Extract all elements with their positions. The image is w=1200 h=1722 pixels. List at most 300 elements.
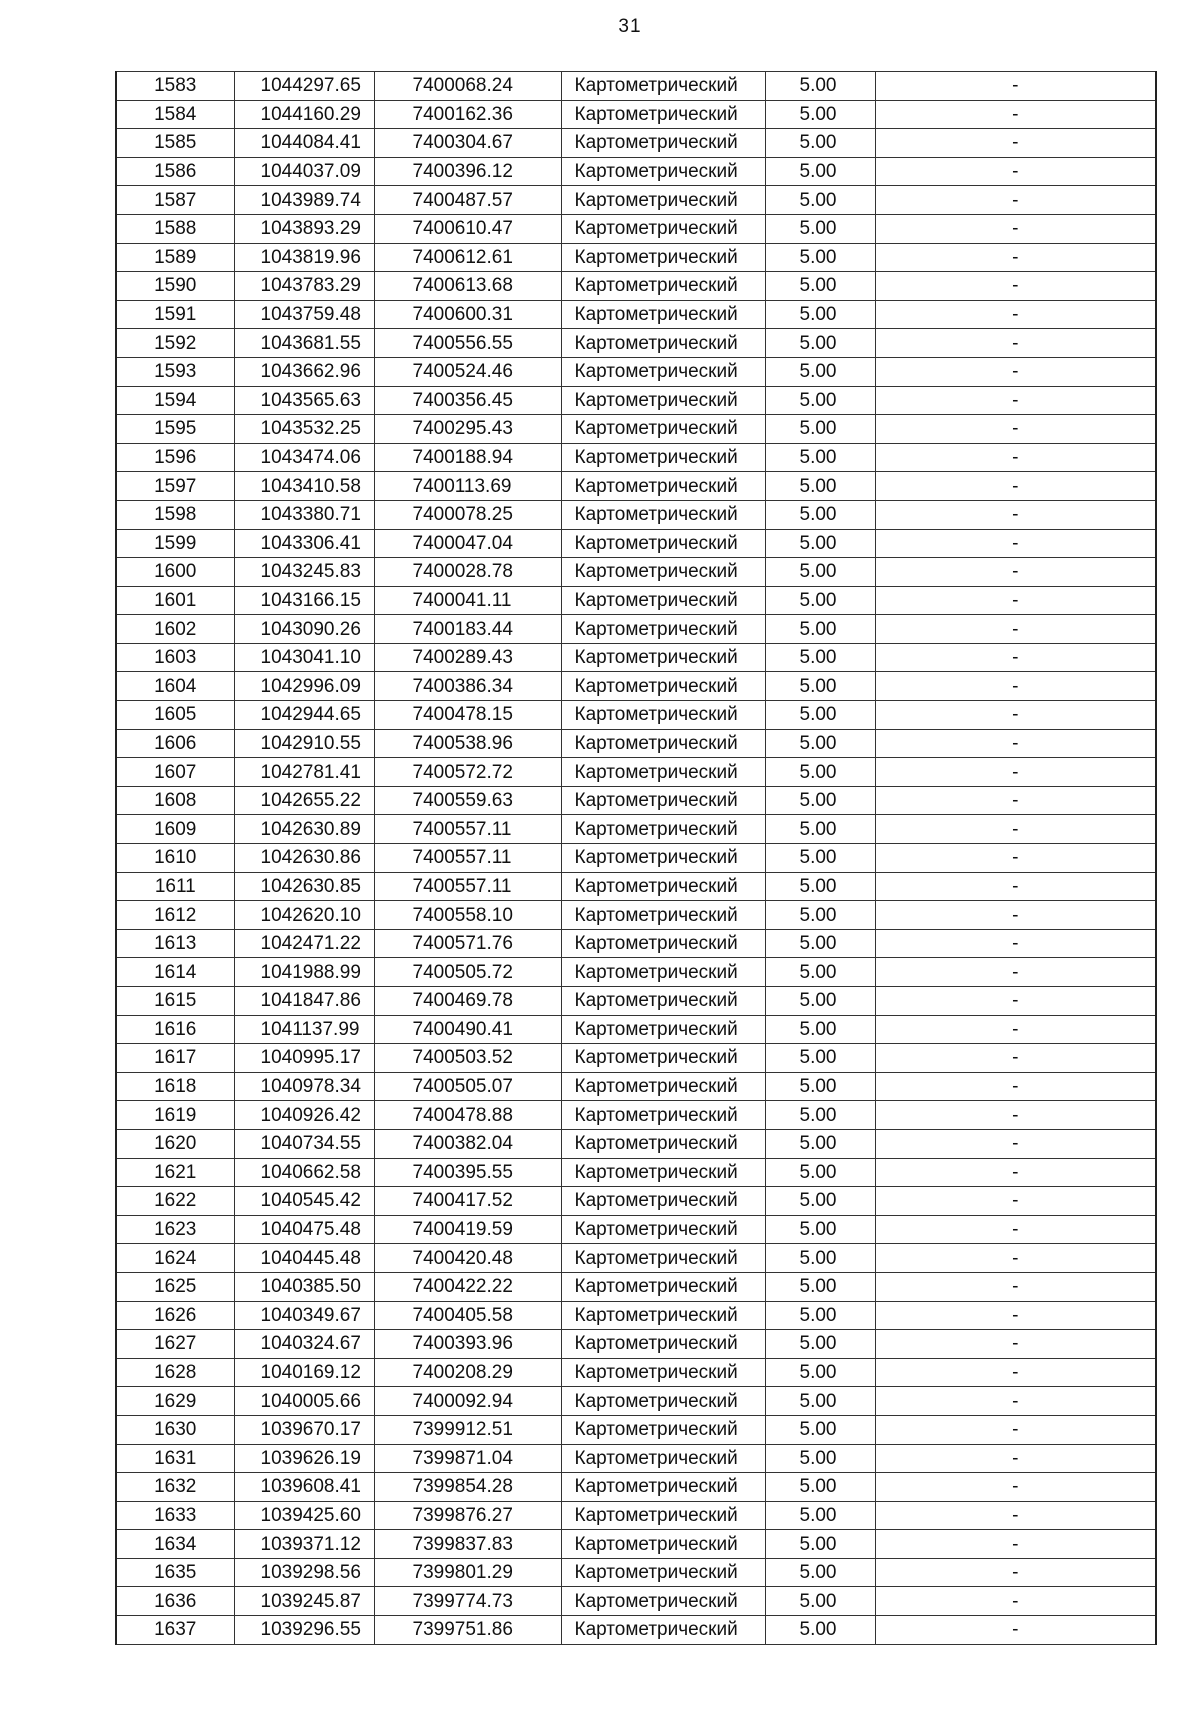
x-coordinate-cell: 1042996.09 <box>234 672 374 701</box>
precision-cell: 5.00 <box>765 1616 875 1645</box>
table-row <box>116 1587 1156 1616</box>
precision-cell: 5.00 <box>765 415 875 444</box>
method-cell: Картометрический <box>561 929 765 958</box>
x-coordinate-cell: 1039670.17 <box>234 1415 374 1444</box>
precision-cell: 5.00 <box>765 272 875 301</box>
x-coordinate-cell: 1043662.96 <box>234 357 374 386</box>
table-row <box>116 1415 1156 1444</box>
method-cell: Картометрический <box>561 1530 765 1559</box>
description-cell: - <box>875 186 1156 215</box>
x-coordinate-cell: 1041137.99 <box>234 1015 374 1044</box>
x-coordinate-cell: 1039298.56 <box>234 1558 374 1587</box>
x-coordinate-cell: 1039296.55 <box>234 1616 374 1645</box>
x-coordinate-cell: 1040169.12 <box>234 1358 374 1387</box>
x-coordinate-cell: 1040005.66 <box>234 1387 374 1416</box>
point-number-cell: 1631 <box>116 1444 234 1473</box>
method-cell: Картометрический <box>561 1358 765 1387</box>
y-coordinate-cell: 7399876.27 <box>374 1501 561 1530</box>
table-row <box>116 415 1156 444</box>
description-cell: - <box>875 472 1156 501</box>
y-coordinate-cell: 7400208.29 <box>374 1358 561 1387</box>
point-number-cell: 1609 <box>116 815 234 844</box>
x-coordinate-cell: 1043893.29 <box>234 214 374 243</box>
y-coordinate-cell: 7400557.11 <box>374 872 561 901</box>
precision-cell: 5.00 <box>765 615 875 644</box>
point-number-cell: 1604 <box>116 672 234 701</box>
precision-cell: 5.00 <box>765 72 875 101</box>
point-number-cell: 1597 <box>116 472 234 501</box>
y-coordinate-cell: 7400162.36 <box>374 100 561 129</box>
description-cell: - <box>875 558 1156 587</box>
x-coordinate-cell: 1040926.42 <box>234 1101 374 1130</box>
table-row <box>116 1330 1156 1359</box>
y-coordinate-cell: 7400419.59 <box>374 1215 561 1244</box>
method-cell: Картометрический <box>561 1015 765 1044</box>
method-cell: Картометрический <box>561 558 765 587</box>
description-cell: - <box>875 1587 1156 1616</box>
description-cell: - <box>875 672 1156 701</box>
point-number-cell: 1620 <box>116 1129 234 1158</box>
precision-cell: 5.00 <box>765 1301 875 1330</box>
x-coordinate-cell: 1042781.41 <box>234 758 374 787</box>
precision-cell: 5.00 <box>765 901 875 930</box>
point-number-cell: 1630 <box>116 1415 234 1444</box>
precision-cell: 5.00 <box>765 729 875 758</box>
x-coordinate-cell: 1043380.71 <box>234 500 374 529</box>
y-coordinate-cell: 7400304.67 <box>374 129 561 158</box>
point-number-cell: 1600 <box>116 558 234 587</box>
method-cell: Картометрический <box>561 1330 765 1359</box>
x-coordinate-cell: 1042944.65 <box>234 701 374 730</box>
table-row <box>116 129 1156 158</box>
precision-cell: 5.00 <box>765 443 875 472</box>
table-row <box>116 929 1156 958</box>
point-number-cell: 1602 <box>116 615 234 644</box>
y-coordinate-cell: 7400188.94 <box>374 443 561 472</box>
method-cell: Картометрический <box>561 1129 765 1158</box>
precision-cell: 5.00 <box>765 643 875 672</box>
y-coordinate-cell: 7399751.86 <box>374 1616 561 1645</box>
point-number-cell: 1591 <box>116 300 234 329</box>
point-number-cell: 1588 <box>116 214 234 243</box>
table-row <box>116 1444 1156 1473</box>
point-number-cell: 1606 <box>116 729 234 758</box>
method-cell: Картометрический <box>561 1301 765 1330</box>
y-coordinate-cell: 7400395.55 <box>374 1158 561 1187</box>
point-number-cell: 1634 <box>116 1530 234 1559</box>
point-number-cell: 1586 <box>116 157 234 186</box>
table-row <box>116 1015 1156 1044</box>
point-number-cell: 1627 <box>116 1330 234 1359</box>
description-cell: - <box>875 701 1156 730</box>
table-row <box>116 1301 1156 1330</box>
precision-cell: 5.00 <box>765 1444 875 1473</box>
description-cell: - <box>875 1358 1156 1387</box>
precision-cell: 5.00 <box>765 472 875 501</box>
point-number-cell: 1628 <box>116 1358 234 1387</box>
description-cell: - <box>875 1415 1156 1444</box>
x-coordinate-cell: 1040734.55 <box>234 1129 374 1158</box>
point-number-cell: 1633 <box>116 1501 234 1530</box>
description-cell: - <box>875 443 1156 472</box>
description-cell: - <box>875 1444 1156 1473</box>
description-cell: - <box>875 72 1156 101</box>
x-coordinate-cell: 1043759.48 <box>234 300 374 329</box>
table-row <box>116 786 1156 815</box>
table-row <box>116 214 1156 243</box>
precision-cell: 5.00 <box>765 1044 875 1073</box>
x-coordinate-cell: 1043681.55 <box>234 329 374 358</box>
x-coordinate-cell: 1039245.87 <box>234 1587 374 1616</box>
point-number-cell: 1623 <box>116 1215 234 1244</box>
table-row <box>116 1530 1156 1559</box>
y-coordinate-cell: 7400068.24 <box>374 72 561 101</box>
point-number-cell: 1592 <box>116 329 234 358</box>
description-cell: - <box>875 1244 1156 1273</box>
x-coordinate-cell: 1043532.25 <box>234 415 374 444</box>
precision-cell: 5.00 <box>765 758 875 787</box>
x-coordinate-cell: 1043166.15 <box>234 586 374 615</box>
y-coordinate-cell: 7400356.45 <box>374 386 561 415</box>
precision-cell: 5.00 <box>765 1358 875 1387</box>
precision-cell: 5.00 <box>765 1215 875 1244</box>
description-cell: - <box>875 1187 1156 1216</box>
table-row <box>116 1101 1156 1130</box>
table-row <box>116 586 1156 615</box>
point-number-cell: 1595 <box>116 415 234 444</box>
method-cell: Картометрический <box>561 786 765 815</box>
x-coordinate-cell: 1039371.12 <box>234 1530 374 1559</box>
description-cell: - <box>875 615 1156 644</box>
x-coordinate-cell: 1039626.19 <box>234 1444 374 1473</box>
description-cell: - <box>875 1301 1156 1330</box>
x-coordinate-cell: 1039425.60 <box>234 1501 374 1530</box>
y-coordinate-cell: 7400289.43 <box>374 643 561 672</box>
page-number: 31 <box>618 16 642 37</box>
table-row <box>116 558 1156 587</box>
description-cell: - <box>875 157 1156 186</box>
method-cell: Картометрический <box>561 529 765 558</box>
table-row <box>116 1473 1156 1502</box>
method-cell: Картометрический <box>561 1501 765 1530</box>
point-number-cell: 1619 <box>116 1101 234 1130</box>
y-coordinate-cell: 7400028.78 <box>374 558 561 587</box>
table-row <box>116 1044 1156 1073</box>
y-coordinate-cell: 7400571.76 <box>374 929 561 958</box>
description-cell: - <box>875 1101 1156 1130</box>
table-row <box>116 643 1156 672</box>
y-coordinate-cell: 7400557.11 <box>374 815 561 844</box>
description-cell: - <box>875 729 1156 758</box>
method-cell: Картометрический <box>561 1272 765 1301</box>
y-coordinate-cell: 7400505.72 <box>374 958 561 987</box>
description-cell: - <box>875 1015 1156 1044</box>
method-cell: Картометрический <box>561 815 765 844</box>
method-cell: Картометрический <box>561 672 765 701</box>
table-row <box>116 701 1156 730</box>
precision-cell: 5.00 <box>765 500 875 529</box>
precision-cell: 5.00 <box>765 701 875 730</box>
precision-cell: 5.00 <box>765 672 875 701</box>
description-cell: - <box>875 1044 1156 1073</box>
precision-cell: 5.00 <box>765 1587 875 1616</box>
method-cell: Картометрический <box>561 615 765 644</box>
precision-cell: 5.00 <box>765 958 875 987</box>
y-coordinate-cell: 7400420.48 <box>374 1244 561 1273</box>
point-number-cell: 1632 <box>116 1473 234 1502</box>
precision-cell: 5.00 <box>765 1387 875 1416</box>
precision-cell: 5.00 <box>765 300 875 329</box>
table-row <box>116 758 1156 787</box>
y-coordinate-cell: 7400613.68 <box>374 272 561 301</box>
y-coordinate-cell: 7399774.73 <box>374 1587 561 1616</box>
table-row <box>116 386 1156 415</box>
y-coordinate-cell: 7400417.52 <box>374 1187 561 1216</box>
method-cell: Картометрический <box>561 1187 765 1216</box>
precision-cell: 5.00 <box>765 1558 875 1587</box>
precision-cell: 5.00 <box>765 100 875 129</box>
y-coordinate-cell: 7400382.04 <box>374 1129 561 1158</box>
description-cell: - <box>875 643 1156 672</box>
precision-cell: 5.00 <box>765 243 875 272</box>
x-coordinate-cell: 1041988.99 <box>234 958 374 987</box>
table-row <box>116 844 1156 873</box>
coordinates-table <box>115 71 1157 1645</box>
precision-cell: 5.00 <box>765 1187 875 1216</box>
method-cell: Картометрический <box>561 987 765 1016</box>
y-coordinate-cell: 7400572.72 <box>374 758 561 787</box>
y-coordinate-cell: 7400559.63 <box>374 786 561 815</box>
description-cell: - <box>875 1272 1156 1301</box>
table-row <box>116 958 1156 987</box>
table-row <box>116 1187 1156 1216</box>
x-coordinate-cell: 1039608.41 <box>234 1473 374 1502</box>
method-cell: Картометрический <box>561 586 765 615</box>
precision-cell: 5.00 <box>765 1272 875 1301</box>
point-number-cell: 1611 <box>116 872 234 901</box>
method-cell: Картометрический <box>561 72 765 101</box>
method-cell: Картометрический <box>561 100 765 129</box>
y-coordinate-cell: 7399801.29 <box>374 1558 561 1587</box>
description-cell: - <box>875 1072 1156 1101</box>
method-cell: Картометрический <box>561 1444 765 1473</box>
method-cell: Картометрический <box>561 701 765 730</box>
description-cell: - <box>875 586 1156 615</box>
point-number-cell: 1608 <box>116 786 234 815</box>
method-cell: Картометрический <box>561 1616 765 1645</box>
description-cell: - <box>875 1215 1156 1244</box>
y-coordinate-cell: 7400557.11 <box>374 844 561 873</box>
table-row <box>116 1129 1156 1158</box>
description-cell: - <box>875 243 1156 272</box>
precision-cell: 5.00 <box>765 1530 875 1559</box>
description-cell: - <box>875 958 1156 987</box>
x-coordinate-cell: 1040349.67 <box>234 1301 374 1330</box>
x-coordinate-cell: 1043306.41 <box>234 529 374 558</box>
precision-cell: 5.00 <box>765 1101 875 1130</box>
x-coordinate-cell: 1042655.22 <box>234 786 374 815</box>
description-cell: - <box>875 300 1156 329</box>
point-number-cell: 1585 <box>116 129 234 158</box>
point-number-cell: 1614 <box>116 958 234 987</box>
point-number-cell: 1622 <box>116 1187 234 1216</box>
point-number-cell: 1624 <box>116 1244 234 1273</box>
description-cell: - <box>875 1558 1156 1587</box>
y-coordinate-cell: 7400295.43 <box>374 415 561 444</box>
point-number-cell: 1587 <box>116 186 234 215</box>
table-row <box>116 1244 1156 1273</box>
description-cell: - <box>875 1387 1156 1416</box>
x-coordinate-cell: 1043474.06 <box>234 443 374 472</box>
description-cell: - <box>875 500 1156 529</box>
precision-cell: 5.00 <box>765 386 875 415</box>
method-cell: Картометрический <box>561 472 765 501</box>
y-coordinate-cell: 7400556.55 <box>374 329 561 358</box>
method-cell: Картометрический <box>561 157 765 186</box>
method-cell: Картометрический <box>561 186 765 215</box>
x-coordinate-cell: 1040445.48 <box>234 1244 374 1273</box>
precision-cell: 5.00 <box>765 186 875 215</box>
y-coordinate-cell: 7400422.22 <box>374 1272 561 1301</box>
x-coordinate-cell: 1042471.22 <box>234 929 374 958</box>
description-cell: - <box>875 901 1156 930</box>
y-coordinate-cell: 7400405.58 <box>374 1301 561 1330</box>
y-coordinate-cell: 7400487.57 <box>374 186 561 215</box>
method-cell: Картометрический <box>561 1215 765 1244</box>
precision-cell: 5.00 <box>765 586 875 615</box>
description-cell: - <box>875 786 1156 815</box>
description-cell: - <box>875 929 1156 958</box>
table-row <box>116 243 1156 272</box>
method-cell: Картометрический <box>561 415 765 444</box>
precision-cell: 5.00 <box>765 987 875 1016</box>
description-cell: - <box>875 415 1156 444</box>
y-coordinate-cell: 7400478.15 <box>374 701 561 730</box>
point-number-cell: 1615 <box>116 987 234 1016</box>
x-coordinate-cell: 1044037.09 <box>234 157 374 186</box>
table-row <box>116 901 1156 930</box>
x-coordinate-cell: 1044297.65 <box>234 72 374 101</box>
description-cell: - <box>875 1501 1156 1530</box>
point-number-cell: 1590 <box>116 272 234 301</box>
precision-cell: 5.00 <box>765 157 875 186</box>
point-number-cell: 1617 <box>116 1044 234 1073</box>
description-cell: - <box>875 758 1156 787</box>
point-number-cell: 1607 <box>116 758 234 787</box>
point-number-cell: 1583 <box>116 72 234 101</box>
x-coordinate-cell: 1043989.74 <box>234 186 374 215</box>
method-cell: Картометрический <box>561 272 765 301</box>
method-cell: Картометрический <box>561 1044 765 1073</box>
description-cell: - <box>875 357 1156 386</box>
point-number-cell: 1626 <box>116 1301 234 1330</box>
precision-cell: 5.00 <box>765 558 875 587</box>
precision-cell: 5.00 <box>765 1015 875 1044</box>
precision-cell: 5.00 <box>765 1330 875 1359</box>
y-coordinate-cell: 7400386.34 <box>374 672 561 701</box>
point-number-cell: 1598 <box>116 500 234 529</box>
y-coordinate-cell: 7399837.83 <box>374 1530 561 1559</box>
table-row <box>116 529 1156 558</box>
point-number-cell: 1605 <box>116 701 234 730</box>
precision-cell: 5.00 <box>765 129 875 158</box>
point-number-cell: 1599 <box>116 529 234 558</box>
point-number-cell: 1584 <box>116 100 234 129</box>
point-number-cell: 1596 <box>116 443 234 472</box>
y-coordinate-cell: 7400505.07 <box>374 1072 561 1101</box>
x-coordinate-cell: 1042630.86 <box>234 844 374 873</box>
y-coordinate-cell: 7400396.12 <box>374 157 561 186</box>
point-number-cell: 1618 <box>116 1072 234 1101</box>
method-cell: Картометрический <box>561 129 765 158</box>
y-coordinate-cell: 7400612.61 <box>374 243 561 272</box>
point-number-cell: 1629 <box>116 1387 234 1416</box>
y-coordinate-cell: 7400047.04 <box>374 529 561 558</box>
y-coordinate-cell: 7400610.47 <box>374 214 561 243</box>
y-coordinate-cell: 7400041.11 <box>374 586 561 615</box>
table-row <box>116 100 1156 129</box>
description-cell: - <box>875 872 1156 901</box>
method-cell: Картометрический <box>561 329 765 358</box>
precision-cell: 5.00 <box>765 929 875 958</box>
method-cell: Картометрический <box>561 1158 765 1187</box>
x-coordinate-cell: 1040545.42 <box>234 1187 374 1216</box>
table-row <box>116 272 1156 301</box>
precision-cell: 5.00 <box>765 1473 875 1502</box>
precision-cell: 5.00 <box>765 1129 875 1158</box>
precision-cell: 5.00 <box>765 844 875 873</box>
precision-cell: 5.00 <box>765 815 875 844</box>
precision-cell: 5.00 <box>765 329 875 358</box>
description-cell: - <box>875 1473 1156 1502</box>
table-row <box>116 987 1156 1016</box>
x-coordinate-cell: 1043565.63 <box>234 386 374 415</box>
description-cell: - <box>875 844 1156 873</box>
point-number-cell: 1613 <box>116 929 234 958</box>
description-cell: - <box>875 987 1156 1016</box>
precision-cell: 5.00 <box>765 214 875 243</box>
method-cell: Картометрический <box>561 729 765 758</box>
method-cell: Картометрический <box>561 443 765 472</box>
y-coordinate-cell: 7400478.88 <box>374 1101 561 1130</box>
description-cell: - <box>875 1616 1156 1645</box>
method-cell: Картометрический <box>561 357 765 386</box>
point-number-cell: 1603 <box>116 643 234 672</box>
description-cell: - <box>875 272 1156 301</box>
method-cell: Картометрический <box>561 872 765 901</box>
method-cell: Картометрический <box>561 243 765 272</box>
table-row <box>116 1616 1156 1645</box>
table-row <box>116 300 1156 329</box>
precision-cell: 5.00 <box>765 529 875 558</box>
description-cell: - <box>875 100 1156 129</box>
x-coordinate-cell: 1040385.50 <box>234 1272 374 1301</box>
point-number-cell: 1637 <box>116 1616 234 1645</box>
description-cell: - <box>875 214 1156 243</box>
point-number-cell: 1636 <box>116 1587 234 1616</box>
table-row <box>116 1272 1156 1301</box>
table-row <box>116 1558 1156 1587</box>
method-cell: Картометрический <box>561 1558 765 1587</box>
description-cell: - <box>875 329 1156 358</box>
table-row <box>116 1158 1156 1187</box>
y-coordinate-cell: 7399854.28 <box>374 1473 561 1502</box>
x-coordinate-cell: 1041847.86 <box>234 987 374 1016</box>
y-coordinate-cell: 7399912.51 <box>374 1415 561 1444</box>
x-coordinate-cell: 1043783.29 <box>234 272 374 301</box>
description-cell: - <box>875 1530 1156 1559</box>
table-row <box>116 1072 1156 1101</box>
